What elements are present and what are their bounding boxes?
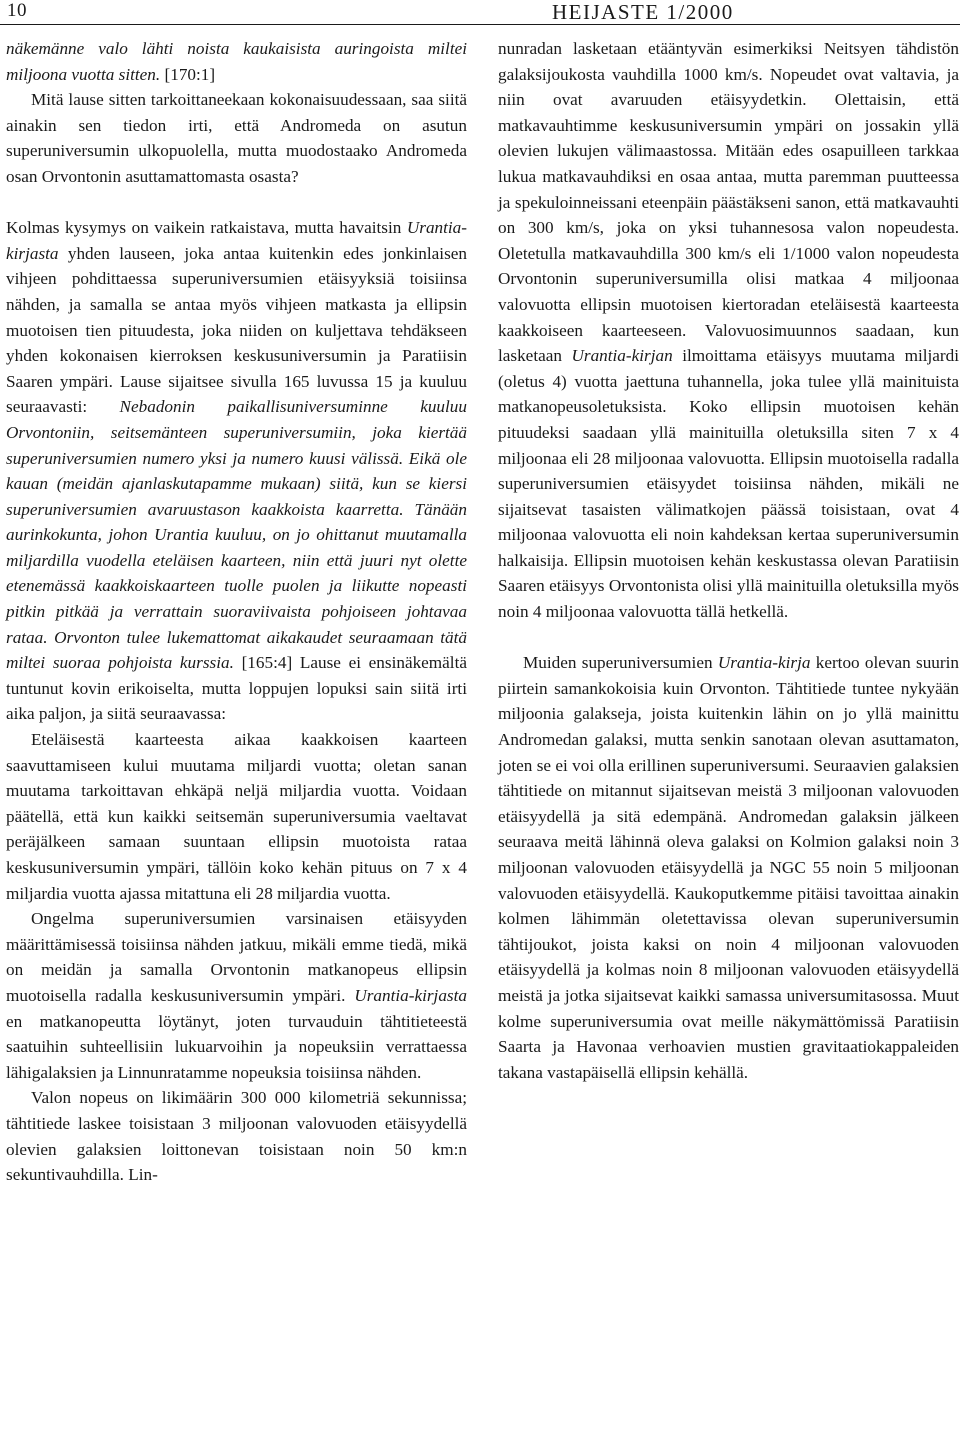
text-run: en matkanopeutta löytänyt, joten turvauduin tähtitieteestä saatuihin suhteellisiin lukuarvoihin ja nopeuksiin verrattaessa lähigalaksien ja Linnunratamme nopeuksia toisiinsa nähden. bbox=[6, 1011, 467, 1082]
text-run: nunradan lasketaan etääntyvän esimerkiksi Neitsyen tähdistön galaksijoukosta vauhdilla 1000 km/s. Nopeudet ovat valtavia, ja niin ovat avaruuden etäisyydetkin. Olettaisin, että matkavauhtimme keskusuniversumin ympäri on jossakin yllä olevien lukujen välimaastossa. Mitään edes osapuilleen tarkkaa lukua matkavauhdiksi en osaa antaa, mutta paremman puutteessa ja spekuloinneissani eteenpäin päästäkseni sanon, että matkavauhti on 300 km/s, joka on yksi tuhannesosa valon nopeudesta. Oletetulla matkavauhdilla 300 km/s eli 1/1000 valon nopeudesta Orvontonin superuniversumilla olisi matkaa 4 miljoonaa valovuotta ellipsin muotoisen kiertoradan eteläisestä kaarteesta kaakkoiseen kaarteeseen. Valovuosimuunnos saadaan, kun lasketaan bbox=[498, 39, 959, 366]
text-run: yhden lauseen, joka antaa kuitenkin edes jonkinlaisen vihjeen pohdittaessa superuniversumien etäisyyksiä toisiinsa nähden, ja samalla se antaa myös vihjeen matkasta ja ellipsin muotoisen tien pituudesta, joka niiden on kuljettava tehdäkseen yhden kokonaisen kierroksen keskusuniversumin ja Paratiisin Saaren ympäri. Lause sijaitsee sivulla 165 luvussa 15 ja kuuluu seuraavasti: bbox=[6, 243, 467, 417]
citation: [170:1] bbox=[160, 64, 216, 84]
text-run: [165:4] Lause ei ensinäkemältä tuntunut kovin erikoiselta, mutta loppujen lopuksi sain siitä irti aika paljon, ja siitä seuraavassa: bbox=[6, 653, 467, 724]
paragraph: Mitä lause sitten tarkoittaneekaan kokonaisuudessaan, saa siitä ainakin sen tiedon irti, että Andromeda on asutun superuniversumin ulkopuolella, mutta muodostaako Andromeda osan Orvontonin asuttamattomasta osasta? bbox=[6, 90, 467, 186]
book-title: Urantia-kirjasta bbox=[6, 218, 467, 263]
paragraph: Valon nopeus on likimäärin 300 000 kilometriä sekunnissa; tähtitiede laskee toisistaan 3 miljoonan valovuoden etäisyydellä olevien galaksien loittonevan toisistaan noin 50 km:n sekuntivauhdilla. Lin- bbox=[6, 1088, 467, 1185]
text-run: Ongelma superuniversumien varsinaisen etäisyyden määrittämisessä toisiinsa nähden jatkuu, mikäli emme tiedä, mikä on meidän ja samalla Orvontonin matkanopeus ellipsin muotoisella radalla keskusuniversumin ympäri. bbox=[6, 909, 467, 1005]
quote-text: Nebadonin paikallisuniversuminne kuuluu Orvontoniin, seitsemänteen superuniversumiin, joka kiertää superuniversumien numero yksi ja numero kuusi välissä. Eikä ole kauan (meidän ajanlaskutapamme mukaan) siitä, kun se kiersi superuniversumien avaruustason kaakkoista kaarretta. Tänään aurinkokunta, johon Urantia kuuluu, on jo ohittanut muutamalla miljardilla vuodella eteläisen kaarteen, niin että juuri nyt olette etenemässä kaakkoiskaarteen tuolle puolen ja liikutte nopeasti pitkin pitkää ja verrattain suoraviivaista pohjoiseen johtavaa rataa. Orvonton tulee lukemattomat aikakaudet seuraamaan tätä miltei suoraa pohjoista kurssia. bbox=[6, 397, 467, 673]
text-run: kertoo olevan suurin piirtein samankokoisia kuin Orvonton. Tähtitiede tuntee nykyään miljoonia galakseja, joista kuitenkin lähin on jo yllä mainittu Andromedan galaksi, mutta senkin sanotaan olevan asuttamaton, joten se ei voi olla erillinen superuniversumi. Seuraavien galaksien tähtitiede on mitannut sijaitsevan meistä 3 miljoonan valovuoden etäisyydellä ja sitä edempänä. Andromedan galaksin jälkeen seuraava meitä lähinnä oleva galaksi on Kolmion galaksi noin 3 miljoonan valovuoden etäisyydellä ja NGC 55 noin 5 miljoonan valovuoden etäisyydellä. Kaukoputkemme pitäisi tavoittaa ainakin kolmen lähimmän oletettavissa olevan superuniversumin tähtijoukot, joista kaksi on noin 4 miljoonan valovuoden etäisyydellä ja kolmas noin 8 miljoonan valovuoden etäisyydellä meistä ja jotka sijaitsevat kaikki samassa universumitasossa. Muut kolme superuniversumia ovat meille näkymättömissä Paratiisin Saarta ja Havonaa verhoavien mustien gravitaatiokappaleiden takana vastapäisellä ellipsin kehällä. bbox=[498, 653, 959, 1082]
book-title: Urantia-kirjan bbox=[571, 346, 673, 366]
paragraph bbox=[6, 215, 467, 727]
paragraph bbox=[6, 36, 467, 87]
header-rule bbox=[0, 24, 960, 25]
paragraph: Eteläisestä kaarteesta aikaa kaakkoisen kaarteen saavuttamiseen kului muutama miljardi vuotta; oletan sanan muutama tarkoittavan ehkäpä neljä miljardia vuotta. Voidaan päätellä, että kun kaikki seitsemän superuniversumia vaeltavat peräjälkeen samaan suuntaan ellipsin muotoista rataa keskusuniversumin ympäri, tällöin koko kehän pituus on 7 x 4 miljardia vuotta ajassa mitattuna eli 28 miljardia vuotta. bbox=[6, 730, 467, 903]
paragraph-gap bbox=[498, 625, 959, 651]
running-title: HEIJASTE 1/2000 bbox=[552, 0, 734, 24]
book-title: Urantia-kirjasta bbox=[354, 985, 467, 1005]
left-column bbox=[6, 36, 467, 1188]
right-column bbox=[498, 36, 959, 1085]
paragraph bbox=[498, 650, 959, 1085]
text-run: Muiden superuniversumien bbox=[523, 653, 718, 673]
text-run: Kolmas kysymys on vaikein ratkaistava, mutta havaitsin bbox=[6, 218, 407, 238]
paragraph bbox=[6, 906, 467, 1085]
paragraph bbox=[498, 36, 959, 625]
page-number: 10 bbox=[7, 0, 27, 21]
book-title: Urantia-kirja bbox=[717, 653, 811, 673]
text-run: ilmoittama etäisyys muutama miljardi (oletus 4) vuotta jaettuna tuhannella, joka tulee yllä mainituista matkanopeusoletuksista. Koko ellipsin muotoisen kehän pituudeksi saadaan yllä mainituilla oletuksilla siten 7 x 4 miljoonaa eli 28 miljoonaa valovuotta. Ellipsin muotoisella radalla superuniversumien etäisyydet toisiinsa nähden, mikäli ne sijaitsevat tasaisten välimatkojen päässä toisistaan, ovat 4 miljoonaa valovuotta eli noin kahdeksan kertaa superuniversumin halkaisija. Ellipsin muotoisen kehän keskustassa olevan Paratiisin Saaren etäisyys Orvontonista olisi yllä mainituilla oletuksilla myös noin 4 miljoonaa valovuotta tällä hetkellä. bbox=[498, 346, 959, 622]
page-header bbox=[0, 0, 960, 24]
quote-text: näkemänne valo lähti noista kaukaisista auringoista miltei miljoona vuotta sitten. bbox=[6, 39, 467, 84]
paragraph-gap bbox=[6, 190, 467, 216]
